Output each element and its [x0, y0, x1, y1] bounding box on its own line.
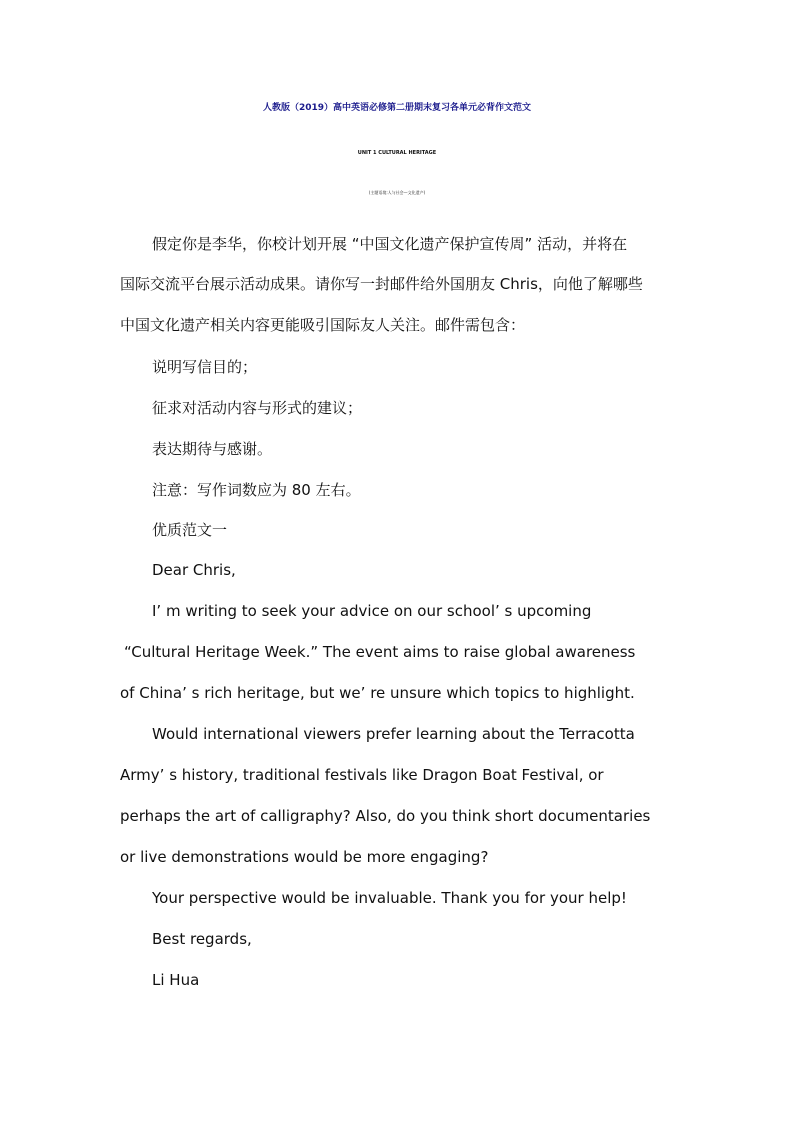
letter-body-line: Would international viewers prefer learning about the Terracotta: [152, 725, 635, 743]
prompt-requirement: 表达期待与感谢。: [152, 440, 273, 458]
letter-body-line: I’ m writing to seek your advice on our school’ s upcoming: [152, 602, 592, 620]
prompt-requirement: 说明写信目的；: [152, 358, 258, 376]
document-title: 人教版（2019）高中英语必修第二册期末复习各单元必背作文范文: [262, 103, 532, 113]
sample-label: 优质范文一: [152, 521, 228, 539]
prompt-line: 国际交流平台展示活动成果。请你写一封邮件给外国朋友 Chris，向他了解哪些: [120, 275, 643, 293]
prompt-line: 中国文化遗产相关内容更能吸引国际友人关注。邮件需包含：: [120, 316, 526, 334]
letter-body-line: Your perspective would be invaluable. Thank you for your help!: [152, 889, 627, 907]
prompt-requirement: 征求对活动内容与形式的建议；: [152, 399, 363, 417]
letter-body-line: perhaps the art of calligraphy? Also, do you think short documentaries: [120, 807, 651, 825]
unit-heading: UNIT 1 CULTURAL HERITAGE: [357, 150, 437, 156]
letter-body-line: Army’ s history, traditional festivals like Dragon Boat Festival, or: [120, 766, 604, 784]
letter-body-line: or live demonstrations would be more engaging?: [120, 848, 489, 866]
word-count-note: 注意：写作词数应为 80 左右。: [152, 481, 361, 499]
letter-closing: Best regards,: [152, 930, 252, 948]
letter-body-line: of China’ s rich heritage, but we’ re unsure which topics to highlight.: [120, 684, 635, 702]
prompt-line: 假定你是李华，你校计划开展 “中国文化遗产保护宣传周” 活动，并将在: [152, 235, 628, 253]
letter-salutation: Dear Chris,: [152, 561, 236, 579]
letter-signature: Li Hua: [152, 971, 200, 989]
letter-body-line: “Cultural Heritage Week.” The event aims to raise global awareness: [124, 643, 636, 661]
theme-context: (主题语境:人与社会—文化遗产): [368, 190, 426, 195]
